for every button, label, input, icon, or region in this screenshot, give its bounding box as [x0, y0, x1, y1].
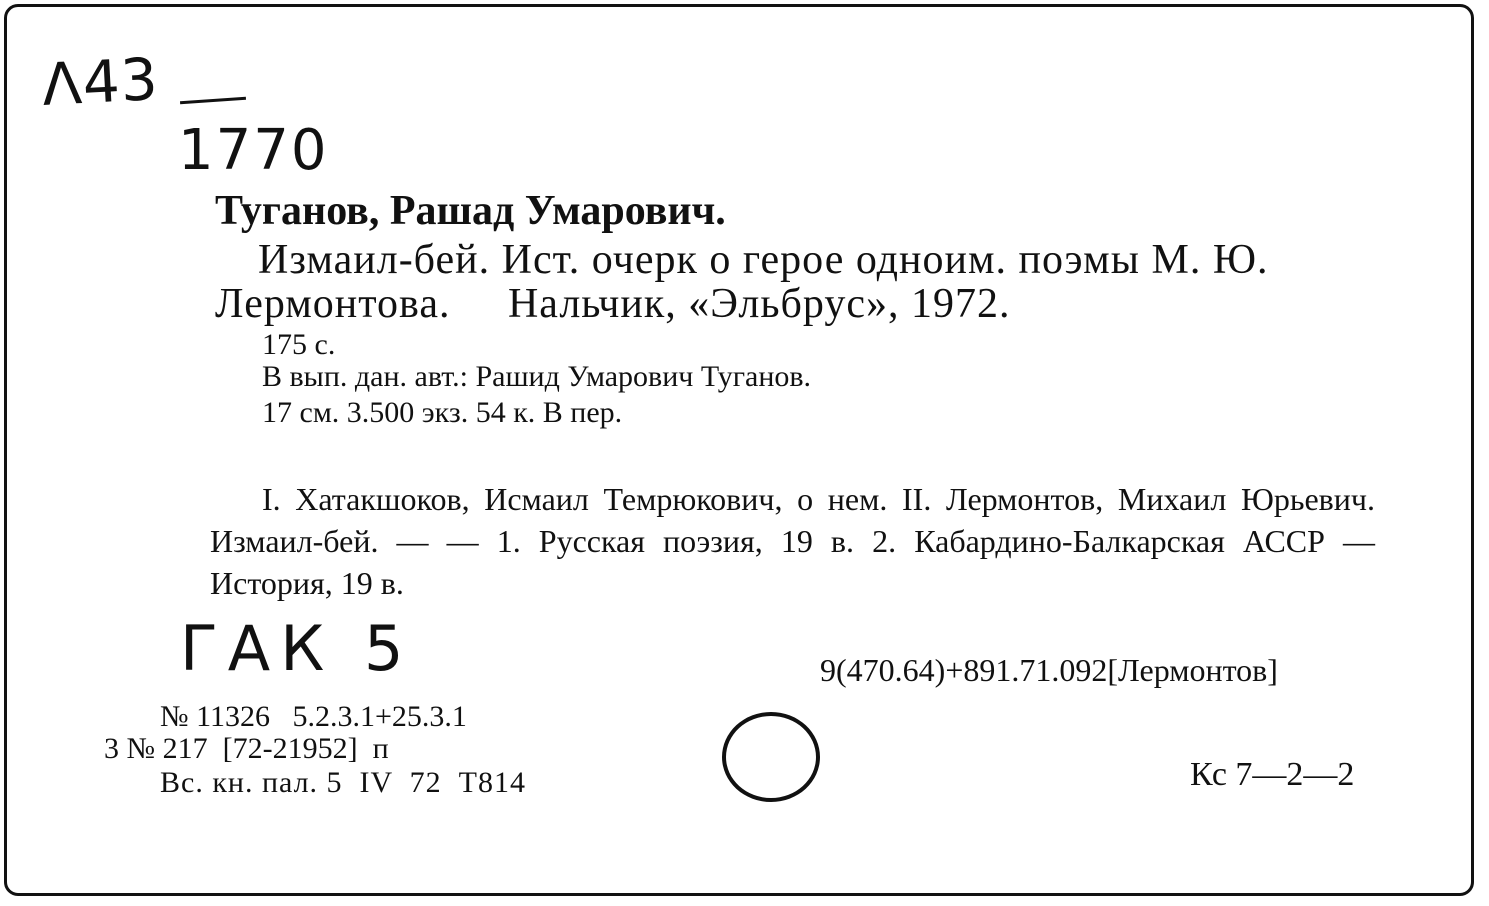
punch-hole-circle	[722, 712, 820, 802]
record-line-1: № 11326 5.2.3.1+25.3.1	[160, 700, 467, 733]
physical-description: 17 см. 3.500 экз. 54 к. В пер.	[262, 396, 623, 429]
title-line-1: Измаил-бей. Ист. очерк о герое одноим. поэмы М. Ю.	[258, 237, 1269, 283]
subject-headings: I. Хатакшоков, Исмаил Темрюкович, о нем. II. Лермонтов, Михаил Юрьевич. Измаил-бей. — — 1. Русская поэзия, 19 в. 2. Кабардино-Балкарская АССР — История, 19 в.	[210, 481, 1375, 601]
handwritten-shelfmark-bottom: 1770	[178, 118, 329, 183]
record-line-3: Вс. кн. пал. 5 IV 72 Т814	[160, 766, 526, 799]
card-code: Кс 7—2—2	[1190, 756, 1355, 793]
handwritten-stamp: ГАК 5	[180, 612, 414, 685]
handwritten-shelfmark-top: Λ43	[40, 44, 161, 120]
title-line-2: Лермонтова. Нальчик, «Эльбрус», 1972.	[215, 281, 1011, 327]
classification-index: 9(470.64)+891.71.092[Лермонтов]	[820, 652, 1278, 688]
author-note: В вып. дан. авт.: Рашид Умарович Туганов.	[262, 360, 812, 393]
author-heading: Туганов, Рашад Умарович.	[215, 188, 726, 234]
record-line-2: 3 № 217 [72-21952] п	[104, 732, 389, 765]
pagination: 175 с.	[262, 328, 336, 361]
